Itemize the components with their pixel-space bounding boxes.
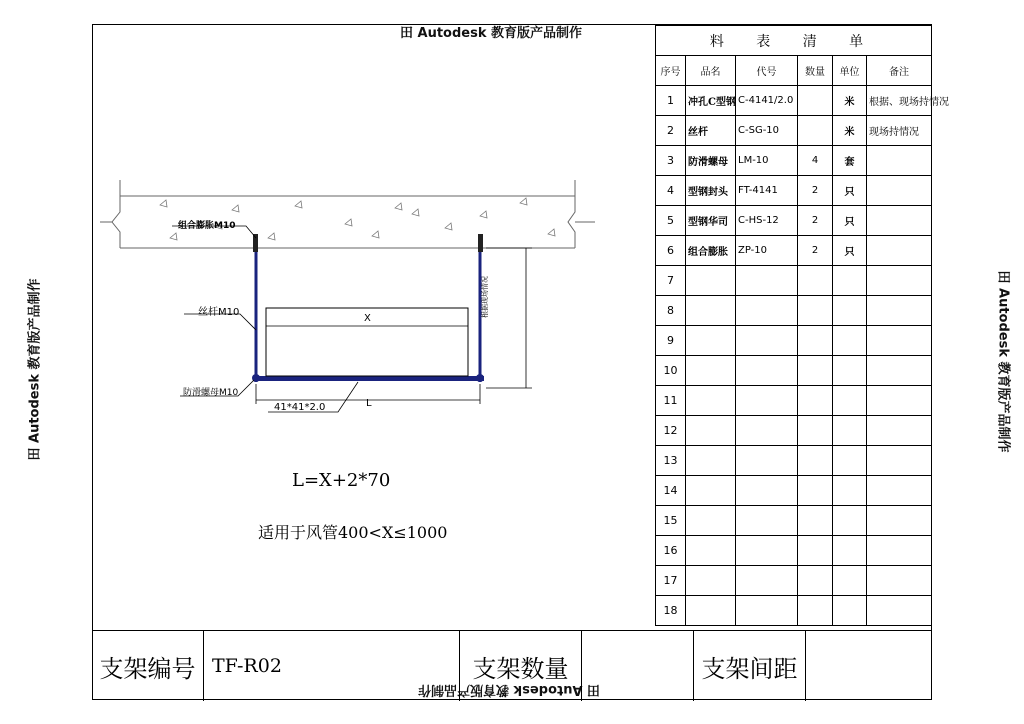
row-note (867, 476, 932, 506)
label-nut: 防滑螺母M10 (183, 388, 239, 398)
table-row (656, 206, 932, 236)
support-id-label: 支架编号 (92, 631, 204, 701)
watermark-right: 田 Autodesk 教育版产品制作 (995, 270, 1011, 453)
row-note (867, 536, 932, 566)
row-name: 丝杆 (686, 116, 736, 146)
row-unit: 只 (833, 206, 867, 236)
row-number: 8 (656, 296, 686, 326)
table-row (656, 176, 932, 206)
row-note (867, 206, 932, 236)
row-number: 1 (656, 86, 686, 116)
table-row (656, 146, 932, 176)
row-unit: 只 (833, 236, 867, 266)
table-row (656, 326, 932, 356)
row-code: ZP-10 (736, 236, 798, 266)
table-row (656, 356, 932, 386)
row-qty: 4 (798, 146, 833, 176)
table-row (656, 506, 932, 536)
support-spacing-label: 支架间距 (694, 631, 806, 701)
table-row (656, 236, 932, 266)
row-qty (798, 116, 833, 146)
table-row (656, 116, 932, 146)
row-qty (798, 416, 833, 446)
row-note (867, 446, 932, 476)
row-number: 12 (656, 416, 686, 446)
channel-steel (254, 376, 484, 381)
row-name: 冲孔C型钢 (686, 86, 736, 116)
row-note (867, 326, 932, 356)
row-unit: 只 (833, 176, 867, 206)
row-note (867, 356, 932, 386)
formula: L=X+2*70 (292, 470, 391, 491)
table-row (656, 566, 932, 596)
table-row (656, 296, 932, 326)
col-header: 序号 (656, 56, 686, 86)
table-row (656, 446, 932, 476)
row-code: FT-4141 (736, 176, 798, 206)
dim-x-label: X (364, 313, 371, 324)
support-qty-value (582, 631, 694, 701)
row-note (867, 146, 932, 176)
row-qty: 2 (798, 206, 833, 236)
row-qty (798, 386, 833, 416)
row-name (686, 476, 736, 506)
dim-l-label: L (366, 398, 372, 409)
dim-height-label: 根据现场情况 (481, 276, 489, 318)
nut-right (476, 374, 484, 382)
row-code (736, 536, 798, 566)
row-unit: 套 (833, 146, 867, 176)
row-qty (798, 476, 833, 506)
table-title: 料 表 清 单 (656, 26, 932, 56)
row-unit (833, 476, 867, 506)
label-rod: 丝杆M10 (198, 307, 240, 318)
row-unit (833, 326, 867, 356)
row-unit (833, 386, 867, 416)
row-name: 组合膨胀 (686, 236, 736, 266)
row-unit: 米 (833, 116, 867, 146)
label-expansion: 组合膨胀M10 (178, 221, 236, 231)
row-qty (798, 446, 833, 476)
row-unit (833, 596, 867, 626)
row-qty (798, 296, 833, 326)
row-note (867, 176, 932, 206)
row-code (736, 266, 798, 296)
row-code (736, 446, 798, 476)
row-number: 16 (656, 536, 686, 566)
col-header: 代号 (736, 56, 798, 86)
table-row (656, 536, 932, 566)
row-note (867, 296, 932, 326)
row-name: 型钢华司 (686, 206, 736, 236)
row-name (686, 596, 736, 626)
row-name: 防滑螺母 (686, 146, 736, 176)
row-code (736, 356, 798, 386)
watermark-top: 田 Autodesk 教育版产品制作 (400, 26, 583, 41)
row-code: LM-10 (736, 146, 798, 176)
row-number: 15 (656, 506, 686, 536)
col-header: 单位 (833, 56, 867, 86)
row-note (867, 416, 932, 446)
label-channel: 41*41*2.0 (274, 402, 326, 413)
anchor-right (478, 234, 483, 252)
row-qty (798, 356, 833, 386)
row-qty (798, 86, 833, 116)
row-qty: 2 (798, 176, 833, 206)
watermark-left: 田 Autodesk 教育版产品制作 (27, 278, 43, 461)
row-name (686, 506, 736, 536)
row-qty (798, 266, 833, 296)
row-qty (798, 506, 833, 536)
row-name (686, 416, 736, 446)
table-row (656, 416, 932, 446)
footer-bar (92, 630, 932, 701)
row-name (686, 566, 736, 596)
table-row (656, 596, 932, 626)
table-row (656, 386, 932, 416)
row-code: C-SG-10 (736, 116, 798, 146)
row-unit (833, 296, 867, 326)
row-qty: 2 (798, 236, 833, 266)
row-note (867, 386, 932, 416)
row-code (736, 566, 798, 596)
row-note (867, 566, 932, 596)
support-spacing-value (806, 631, 932, 701)
row-number: 4 (656, 176, 686, 206)
row-code (736, 326, 798, 356)
row-qty (798, 566, 833, 596)
row-unit (833, 566, 867, 596)
row-unit (833, 416, 867, 446)
row-code: C-4141/2.0 (736, 86, 798, 116)
row-note (867, 266, 932, 296)
row-unit (833, 356, 867, 386)
row-number: 7 (656, 266, 686, 296)
table-row (656, 86, 932, 116)
row-unit (833, 536, 867, 566)
row-number: 13 (656, 446, 686, 476)
row-unit: 米 (833, 86, 867, 116)
row-number: 3 (656, 146, 686, 176)
row-unit (833, 446, 867, 476)
row-number: 17 (656, 566, 686, 596)
support-id-value: TF-R02 (204, 631, 460, 701)
row-unit (833, 506, 867, 536)
col-header: 数量 (798, 56, 833, 86)
col-header: 备注 (867, 56, 932, 86)
row-number: 9 (656, 326, 686, 356)
row-note: 现场持情况 (867, 116, 932, 146)
row-code (736, 416, 798, 446)
row-name (686, 326, 736, 356)
row-number: 5 (656, 206, 686, 236)
row-note (867, 596, 932, 626)
row-note (867, 506, 932, 536)
row-number: 2 (656, 116, 686, 146)
anchor-left (253, 234, 258, 252)
row-number: 10 (656, 356, 686, 386)
row-number: 14 (656, 476, 686, 506)
col-header: 品名 (686, 56, 736, 86)
support-qty-label: 支架数量 (460, 631, 582, 701)
applicable-note: 适用于风管400<X≤1000 (258, 523, 448, 542)
row-code (736, 386, 798, 416)
row-number: 11 (656, 386, 686, 416)
row-name (686, 266, 736, 296)
row-unit (833, 266, 867, 296)
row-qty (798, 536, 833, 566)
row-note (867, 236, 932, 266)
row-number: 6 (656, 236, 686, 266)
table-row (656, 266, 932, 296)
row-code (736, 596, 798, 626)
row-qty (798, 326, 833, 356)
row-name (686, 296, 736, 326)
table-row (656, 476, 932, 506)
concrete-slab (100, 180, 595, 248)
watermark-bottom: 田 Autodesk 教育版产品制作 (418, 682, 601, 697)
row-name (686, 386, 736, 416)
row-note: 根据、现场持情况 (867, 86, 932, 116)
row-code (736, 506, 798, 536)
row-qty (798, 596, 833, 626)
row-name (686, 536, 736, 566)
row-code (736, 476, 798, 506)
material-table (655, 25, 949, 617)
row-number: 18 (656, 596, 686, 626)
row-code: C-HS-12 (736, 206, 798, 236)
row-name (686, 356, 736, 386)
row-name: 型钢封头 (686, 176, 736, 206)
row-code (736, 296, 798, 326)
row-name (686, 446, 736, 476)
